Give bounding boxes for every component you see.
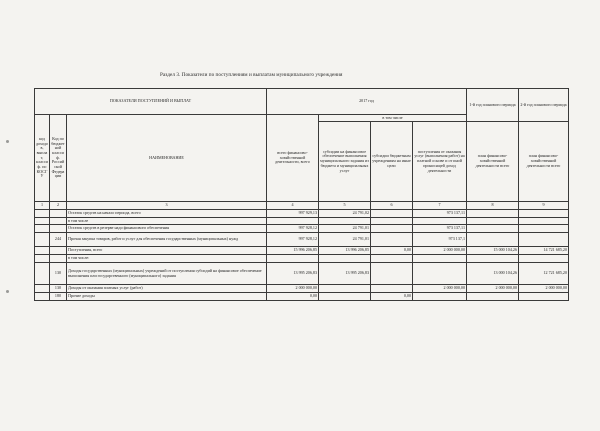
row-plan-2: 2 000 000,00 <box>519 285 569 293</box>
row-kbk <box>50 225 67 233</box>
header-total: всего финансово-хозяйственной деятельности, всего <box>267 115 319 202</box>
row-total: 0,00 <box>267 293 319 301</box>
row-code <box>35 225 50 233</box>
row-income <box>413 293 467 301</box>
row-plan-2 <box>519 255 569 263</box>
row-kbk: 130 <box>50 285 67 293</box>
row-plan-2 <box>519 233 569 247</box>
row-plan-2 <box>519 225 569 233</box>
col-number: 7 <box>413 202 467 210</box>
row-name: Прочие доходы <box>67 293 267 301</box>
header-plan-2: план финансово-хозяйственной деятельности всего <box>519 122 569 202</box>
col-number: 1 <box>35 202 50 210</box>
row-subsidy-other: 0,00 <box>371 247 413 255</box>
row-kbk <box>50 210 67 218</box>
table-row <box>35 255 569 263</box>
row-name: Остаток средств в резерве надо финансового обеспечения <box>67 225 267 233</box>
row-subsidy-gz: 24 791,01 <box>319 225 371 233</box>
row-plan-1 <box>467 225 519 233</box>
row-plan-1 <box>467 218 519 225</box>
header-year: 2017 год <box>267 89 467 115</box>
header-next-year-1: 1-й год планового периода <box>467 89 519 122</box>
row-plan-1: 2 000 000,00 <box>467 285 519 293</box>
row-code <box>35 210 50 218</box>
col-number: 6 <box>371 202 413 210</box>
row-income: 2 000 000,00 <box>413 285 467 293</box>
col-number: 5 <box>319 202 371 210</box>
row-name: Прочая закупка товаров, работ и услуг для обеспечения государственных (муниципальных) нужд <box>67 233 267 247</box>
row-code <box>35 293 50 301</box>
row-subsidy-other: 0,00 <box>371 293 413 301</box>
punch-hole <box>6 290 9 293</box>
row-subsidy-other <box>371 255 413 263</box>
row-subsidy-gz <box>319 255 371 263</box>
row-plan-1 <box>467 255 519 263</box>
row-total <box>267 255 319 263</box>
row-plan-2 <box>519 210 569 218</box>
col-number: 9 <box>519 202 569 210</box>
row-name: Поступления, всего <box>67 247 267 255</box>
row-total: 2 000 000,00 <box>267 285 319 293</box>
table-row <box>35 285 569 293</box>
column-numbers-row <box>35 202 569 210</box>
row-plan-2 <box>519 293 569 301</box>
header-plan-1: план финансово-хозяйственной деятельности всего <box>467 122 519 202</box>
row-kbk: 130 <box>50 263 67 285</box>
row-code <box>35 285 50 293</box>
row-plan-1 <box>467 210 519 218</box>
row-total <box>267 218 319 225</box>
row-plan-1: 15 000 104,26 <box>467 247 519 255</box>
row-name: Доходы от оказания платных услуг (работ) <box>67 285 267 293</box>
header-in-that-number: в том числе <box>319 115 467 122</box>
row-subsidy-gz <box>319 218 371 225</box>
section-title: Раздел 3. Показатели по поступлениям и выплатам муниципального учреждения <box>160 72 343 78</box>
header-subsidy-gz: субсидии на финансовое обеспечение выполнения муниципального задания из бюджета и муниципальных услуг <box>319 122 371 202</box>
row-total: 997 929,13 <box>267 210 319 218</box>
col-number: 8 <box>467 202 519 210</box>
row-plan-2 <box>519 218 569 225</box>
header-code-budget: код доходов, выплат, классиф. по КОСГУ <box>35 115 50 202</box>
punch-hole <box>6 140 9 143</box>
row-kbk: 244 <box>50 233 67 247</box>
header-subsidy-other: субсидии бюджетным учреждениям на иные цели <box>371 122 413 202</box>
table-row <box>35 210 569 218</box>
row-subsidy-other <box>371 225 413 233</box>
row-kbk <box>50 218 67 225</box>
row-kbk <box>50 255 67 263</box>
row-code <box>35 247 50 255</box>
row-subsidy-gz: 24 791,02 <box>319 210 371 218</box>
row-code <box>35 218 50 225</box>
header-row-1 <box>35 89 569 115</box>
row-income: 973 137,11 <box>413 225 467 233</box>
row-plan-2: 14 721 685,20 <box>519 247 569 255</box>
table-row <box>35 263 569 285</box>
row-income <box>413 255 467 263</box>
row-total: 13 995 206,83 <box>267 263 319 285</box>
row-plan-1 <box>467 233 519 247</box>
table-row <box>35 225 569 233</box>
row-income: 973 137,11 <box>413 210 467 218</box>
table-row <box>35 293 569 301</box>
row-kbk <box>50 247 67 255</box>
row-income: 973 137,1 <box>413 233 467 247</box>
row-subsidy-gz: 24 791,01 <box>319 233 371 247</box>
row-name: в том числе <box>67 218 267 225</box>
row-income: 2 000 000,00 <box>413 247 467 255</box>
row-subsidy-gz: 13 995 206,83 <box>319 263 371 285</box>
row-total: 15 996 206,85 <box>267 247 319 255</box>
header-main-title: ПОКАЗАТЕЛИ ПОСТУПЛЕНИЙ И ВЫПЛАТ <box>35 89 267 115</box>
header-code-kbk: Код по бюджетной классиф. Российской Федерации <box>50 115 67 202</box>
row-total: 997 928,12 <box>267 233 319 247</box>
row-subsidy-other <box>371 233 413 247</box>
row-subsidy-other <box>371 210 413 218</box>
row-code <box>35 233 50 247</box>
row-subsidy-other <box>371 285 413 293</box>
row-subsidy-other <box>371 218 413 225</box>
row-total: 997 928,12 <box>267 225 319 233</box>
table-row <box>35 218 569 225</box>
row-subsidy-gz <box>319 285 371 293</box>
row-subsidy-other <box>371 263 413 285</box>
header-income: поступления от оказания услуг (выполнения работ) на платной основе и от иной приносящей доход деятельности <box>413 122 467 202</box>
row-name: в том числе: <box>67 255 267 263</box>
row-plan-1: 13 000 104,26 <box>467 263 519 285</box>
row-kbk: 180 <box>50 293 67 301</box>
header-next-year-2: 2-й год планового периода <box>519 89 569 122</box>
indicators-table <box>34 88 569 301</box>
row-code <box>35 255 50 263</box>
header-name: НАИМЕНОВАНИЕ <box>67 115 267 202</box>
row-name: Доходы государственных (муниципальных) учреждений от поступления субсидий на финансовое обеспечение выполнения или государственного (муниципального) задания <box>67 263 267 285</box>
table-row <box>35 247 569 255</box>
row-plan-2: 12 721 685,20 <box>519 263 569 285</box>
col-number: 3 <box>67 202 267 210</box>
row-subsidy-gz: 13 996 206,85 <box>319 247 371 255</box>
row-plan-1 <box>467 293 519 301</box>
row-subsidy-gz <box>319 293 371 301</box>
row-code <box>35 263 50 285</box>
col-number: 2 <box>50 202 67 210</box>
row-income <box>413 263 467 285</box>
col-number: 4 <box>267 202 319 210</box>
row-name: Остаток средств на начало периода, всего <box>67 210 267 218</box>
row-income <box>413 218 467 225</box>
table-row <box>35 233 569 247</box>
